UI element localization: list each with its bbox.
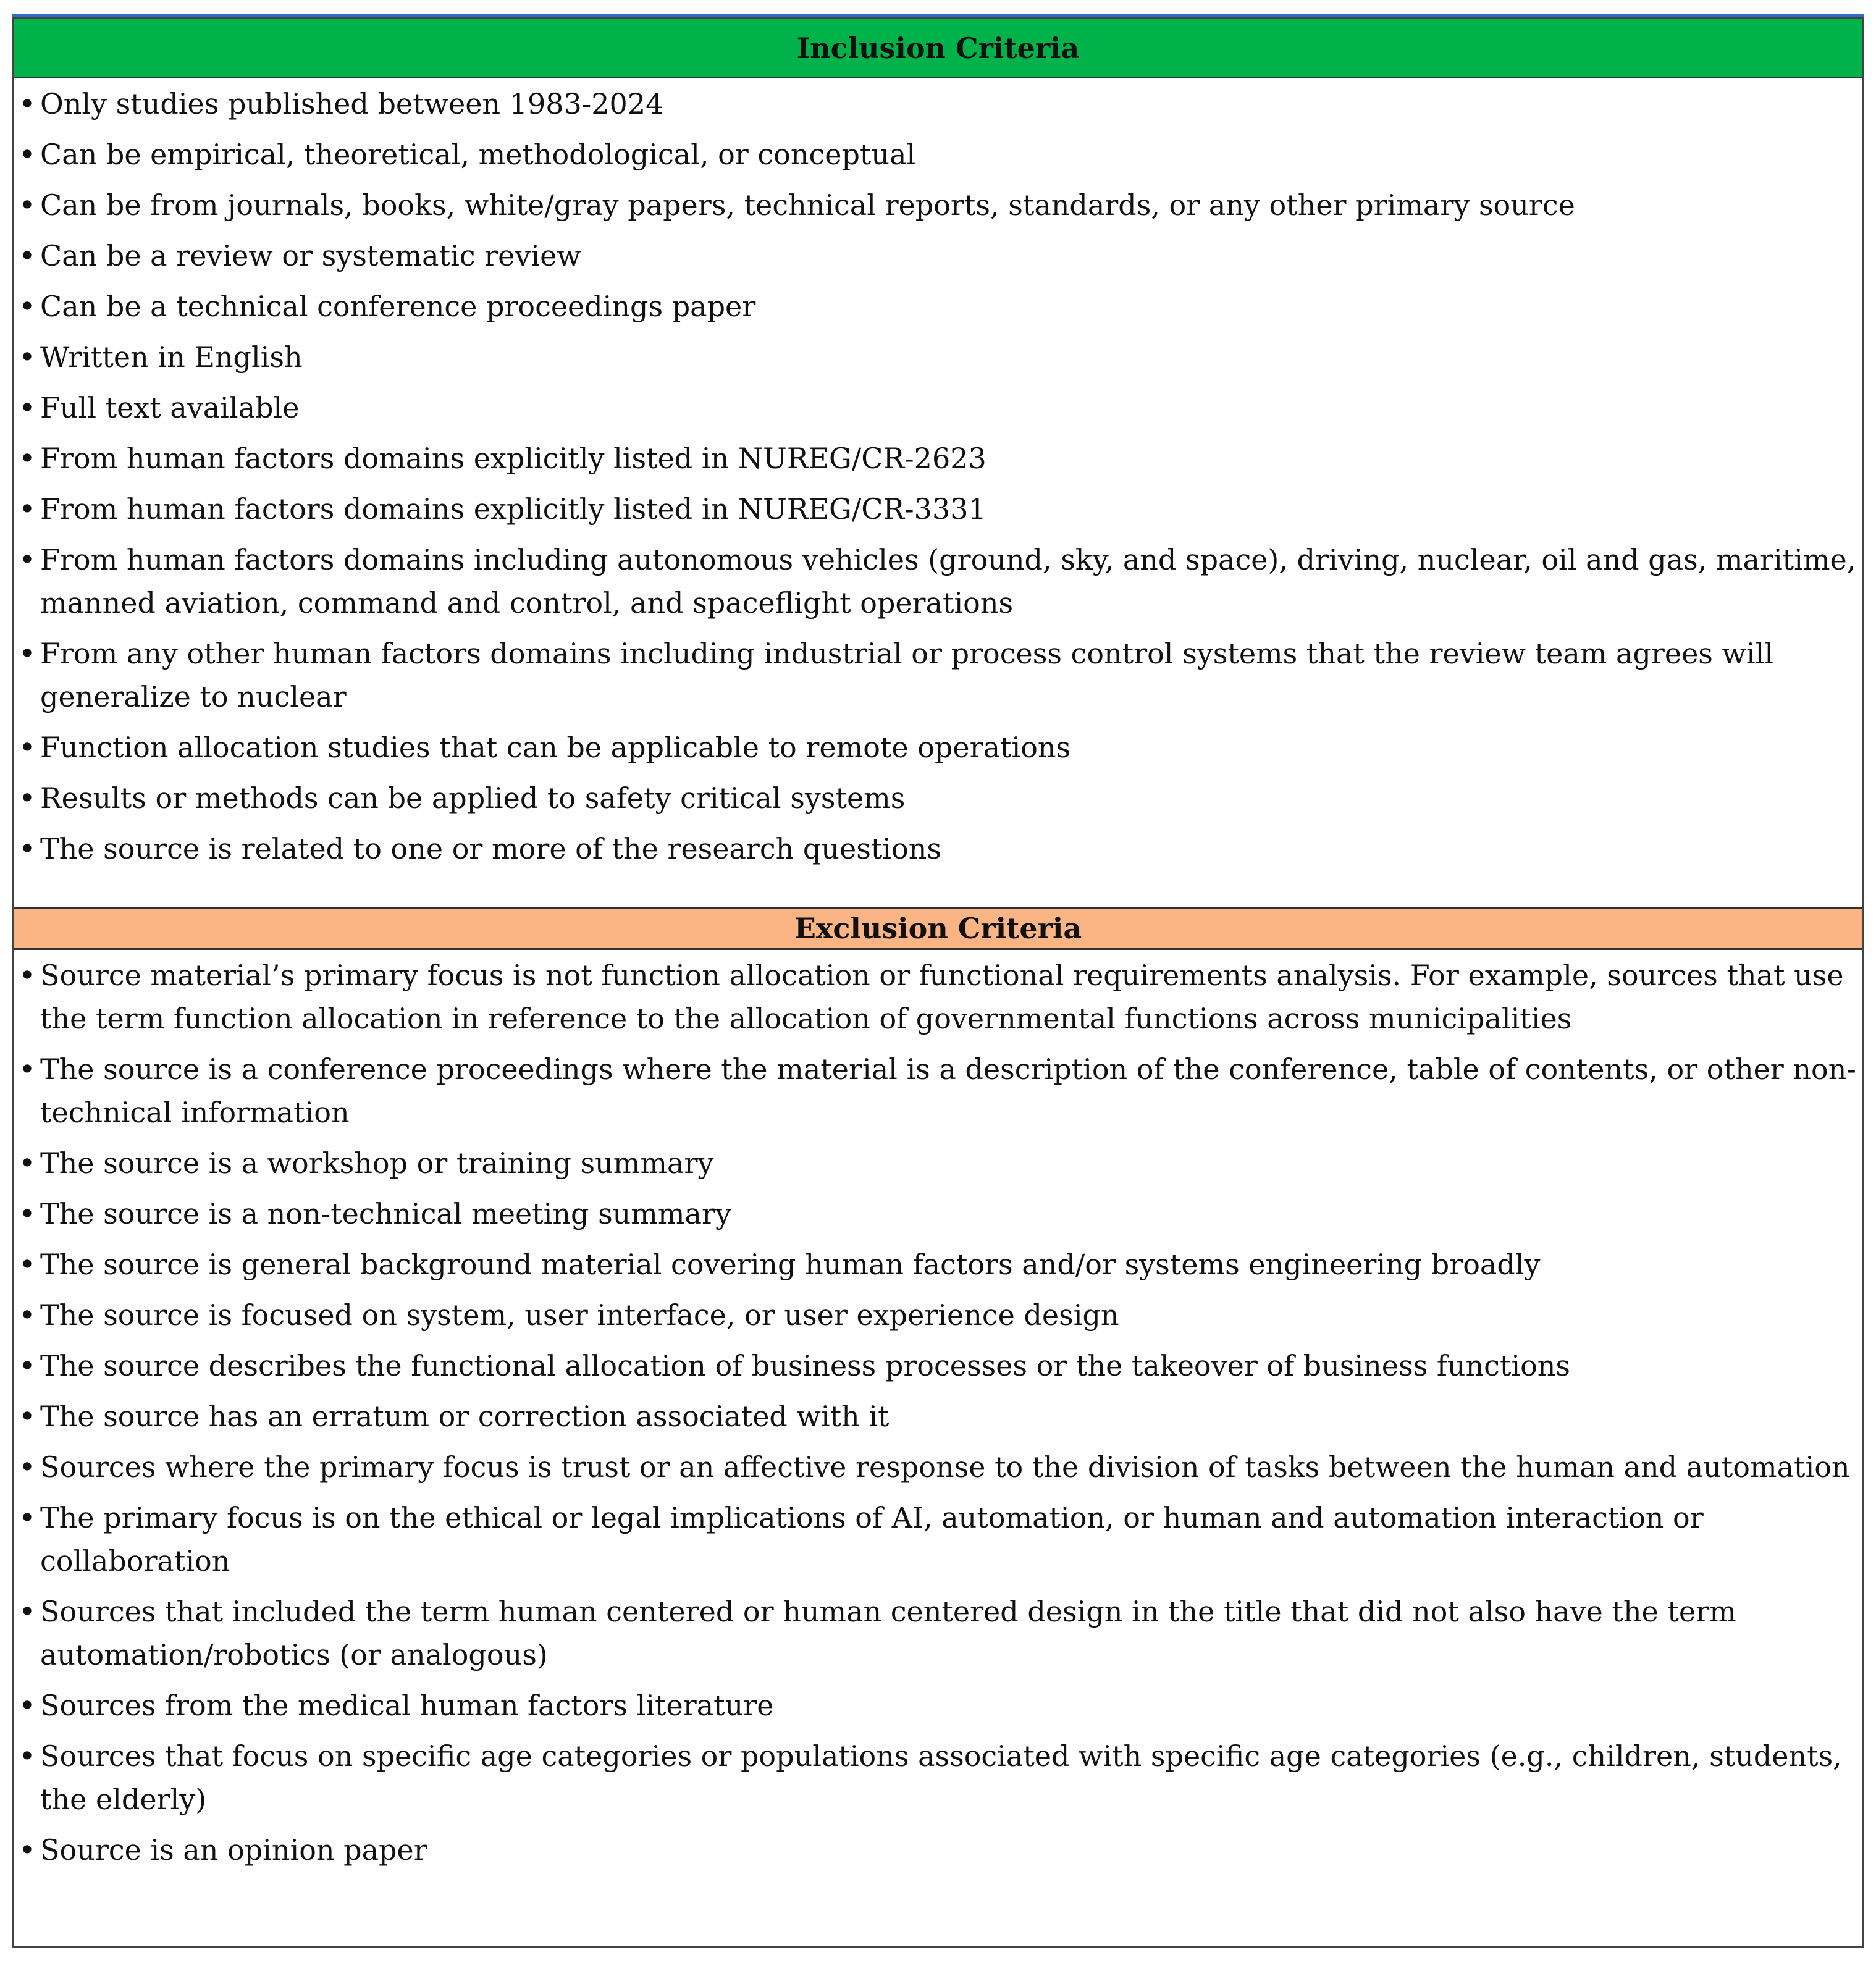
bullet-icon: • <box>19 1053 36 1086</box>
bullet-icon: • <box>19 959 36 992</box>
inclusion-criterion-item <box>14 82 1862 125</box>
exclusion-criterion-text: The source is general background material covering human factors and/or systems engineering broadly <box>40 1248 1541 1281</box>
bullet-icon: • <box>19 832 36 865</box>
exclusion-criterion-text: The primary focus is on the ethical or legal implications of AI, automation, or human and automation interaction or collaboration <box>40 1501 1704 1578</box>
bullet-icon: • <box>19 239 36 272</box>
exclusion-criterion-text: Source is an opinion paper <box>40 1833 427 1867</box>
exclusion-criterion-text: The source is a workshop or training summary <box>40 1146 714 1180</box>
exclusion-criterion-item <box>14 1445 1862 1489</box>
exclusion-criterion-item <box>14 1048 1862 1134</box>
exclusion-criterion-item <box>14 1243 1862 1286</box>
inclusion-criterion-item <box>14 437 1862 480</box>
bullet-icon: • <box>19 1146 36 1180</box>
bullet-icon: • <box>19 492 36 526</box>
inclusion-criterion-item <box>14 133 1862 176</box>
exclusion-criterion-text: The source is a conference proceedings where the material is a description of the conference, table of contents, or other non-technical information <box>40 1053 1856 1129</box>
inclusion-criterion-text: Only studies published between 1983-2024 <box>40 87 664 120</box>
exclusion-criterion-item <box>14 1828 1862 1872</box>
exclusion-criterion-text: The source is focused on system, user interface, or user experience design <box>40 1298 1119 1332</box>
bullet-icon: • <box>19 340 36 374</box>
exclusion-criterion-item <box>14 1590 1862 1676</box>
bullet-icon: • <box>19 1400 36 1433</box>
inclusion-criterion-item <box>14 335 1862 379</box>
exclusion-criterion-text: The source has an erratum or correction associated with it <box>40 1400 890 1433</box>
exclusion-criterion-item <box>14 1496 1862 1583</box>
exclusion-criterion-item <box>14 1141 1862 1185</box>
exclusion-criterion-text: The source describes the functional allocation of business processes or the takeover of business functions <box>40 1349 1571 1382</box>
inclusion-criterion-text: From human factors domains including autonomous vehicles (ground, sky, and space), driving, nuclear, oil and gas, maritime, manned aviation, command and control, and spaceflight operations <box>40 543 1856 620</box>
bullet-icon: • <box>19 1450 36 1484</box>
bullet-icon: • <box>19 1501 36 1534</box>
inclusion-criterion-text: Can be a review or systematic review <box>40 239 581 272</box>
inclusion-criterion-text: From human factors domains explicitly listed in NUREG/CR-2623 <box>40 442 986 475</box>
inclusion-criterion-text: Can be from journals, books, white/gray papers, technical reports, standards, or any other primary source <box>40 188 1575 222</box>
bullet-icon: • <box>19 731 36 764</box>
exclusion-criteria-title: Exclusion Criteria <box>794 912 1082 945</box>
inclusion-criterion-item <box>14 183 1862 227</box>
inclusion-criterion-item <box>14 632 1862 718</box>
inclusion-criterion-item <box>14 538 1862 624</box>
bullet-icon: • <box>19 1739 36 1773</box>
bullet-icon: • <box>19 87 36 120</box>
bullet-icon: • <box>19 1595 36 1628</box>
inclusion-criterion-text: Results or methods can be applied to safety critical systems <box>40 781 906 815</box>
exclusion-criteria-header <box>14 907 1862 950</box>
exclusion-criterion-text: Source material’s primary focus is not function allocation or functional requirements analysis. For example, sources that use the term function allocation in reference to the allocation of governmental functions across municipalities <box>40 959 1844 1035</box>
bullet-icon: • <box>19 1689 36 1722</box>
bullet-icon: • <box>19 391 36 424</box>
exclusion-criterion-item <box>14 1344 1862 1387</box>
inclusion-criterion-text: Can be a technical conference proceedings paper <box>40 290 756 323</box>
inclusion-criteria-title: Inclusion Criteria <box>796 31 1080 65</box>
exclusion-criterion-text: The source is a non-technical meeting summary <box>40 1197 731 1230</box>
exclusion-criterion-text: Sources where the primary focus is trust or an affective response to the division of tasks between the human and automation <box>40 1450 1850 1484</box>
bullet-icon: • <box>19 543 36 576</box>
inclusion-criterion-text: Function allocation studies that can be applicable to remote operations <box>40 731 1071 764</box>
exclusion-criterion-item <box>14 1395 1862 1438</box>
criteria-table <box>12 17 1864 1948</box>
inclusion-criterion-text: Can be empirical, theoretical, methodological, or conceptual <box>40 138 916 171</box>
inclusion-criterion-text: From human factors domains explicitly listed in NUREG/CR-3331 <box>40 492 986 526</box>
inclusion-criteria-header <box>14 19 1862 78</box>
inclusion-criteria-list <box>14 82 1862 878</box>
inclusion-criterion-item <box>14 234 1862 277</box>
exclusion-criterion-item <box>14 954 1862 1040</box>
inclusion-criterion-text: From any other human factors domains including industrial or process control systems that the review team agrees will generalize to nuclear <box>40 637 1774 713</box>
bullet-icon: • <box>19 1298 36 1332</box>
inclusion-criterion-text: Full text available <box>40 391 300 424</box>
bullet-icon: • <box>19 442 36 475</box>
inclusion-criterion-item <box>14 776 1862 820</box>
bullet-icon: • <box>19 1833 36 1867</box>
exclusion-criterion-text: Sources that included the term human centered or human centered design in the title that did not also have the term automation/robotics (or analogous) <box>40 1595 1736 1671</box>
inclusion-criterion-text: The source is related to one or more of the research questions <box>40 832 941 865</box>
bullet-icon: • <box>19 1248 36 1281</box>
inclusion-criterion-item <box>14 487 1862 531</box>
inclusion-criterion-item <box>14 285 1862 328</box>
inclusion-criterion-text: Written in English <box>40 340 303 374</box>
bullet-icon: • <box>19 637 36 670</box>
bullet-icon: • <box>19 290 36 323</box>
exclusion-criterion-text: Sources from the medical human factors literature <box>40 1689 774 1722</box>
bullet-icon: • <box>19 1349 36 1382</box>
bullet-icon: • <box>19 138 36 171</box>
exclusion-criterion-item <box>14 1192 1862 1235</box>
inclusion-criterion-item <box>14 726 1862 769</box>
exclusion-criterion-item <box>14 1734 1862 1821</box>
exclusion-criterion-text: Sources that focus on specific age categories or populations associated with specific age categories (e.g., children, students, the elderly) <box>40 1739 1842 1816</box>
bullet-icon: • <box>19 1197 36 1230</box>
bullet-icon: • <box>19 781 36 815</box>
bullet-icon: • <box>19 188 36 222</box>
inclusion-criterion-item <box>14 386 1862 429</box>
exclusion-criterion-item <box>14 1684 1862 1727</box>
inclusion-criterion-item <box>14 827 1862 870</box>
exclusion-criterion-item <box>14 1293 1862 1337</box>
exclusion-criteria-list <box>14 954 1862 1879</box>
